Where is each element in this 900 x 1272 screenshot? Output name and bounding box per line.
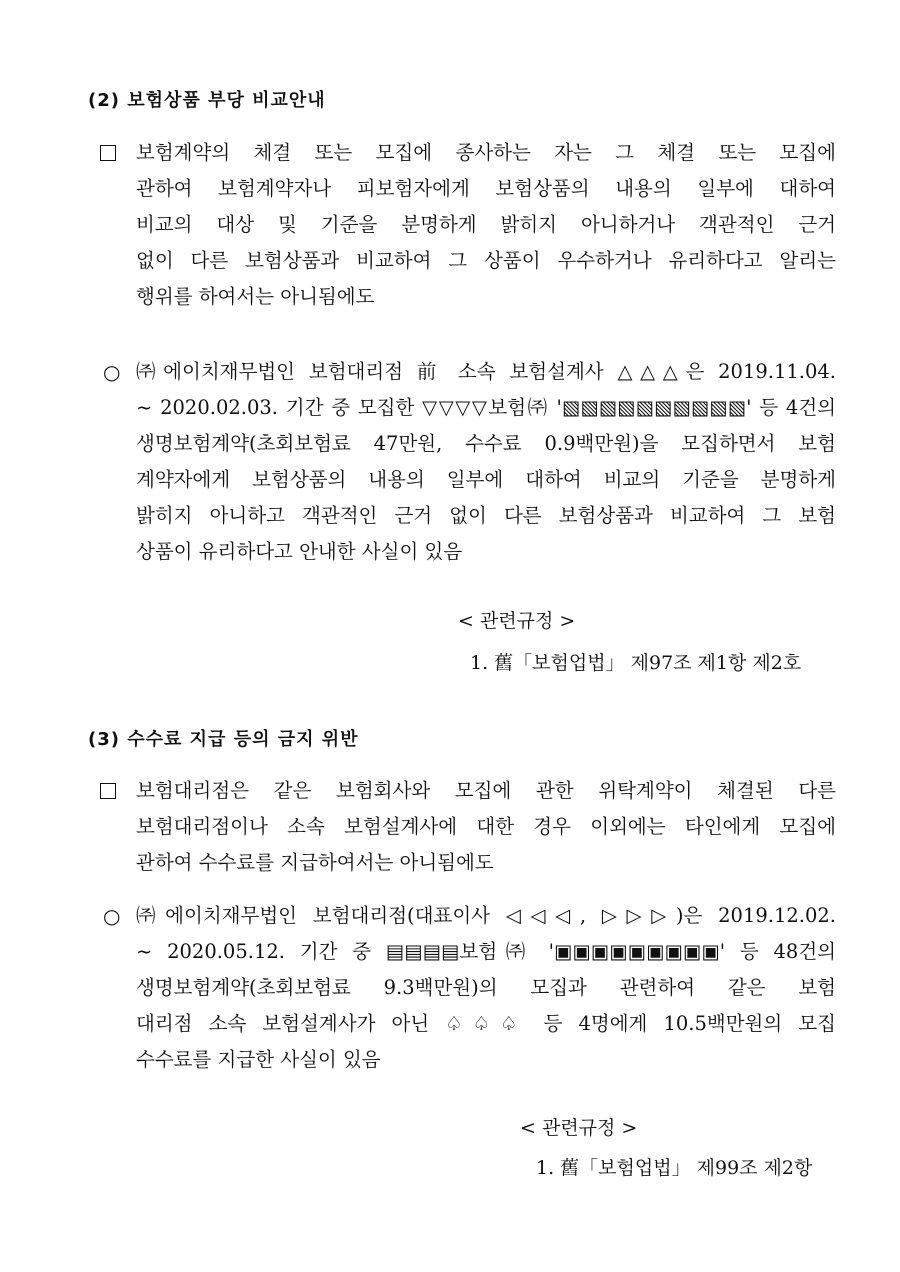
- section-3-rule-paragraph: [136, 773, 836, 881]
- text-line: 없이 다른 보험상품과 비교하여 그 상품이 우수하거나 유리하다고 알리는: [136, 249, 836, 272]
- text-line: 보험계약의 체결 또는 모집에 종사하는 자는 그 체결 또는 모집에: [136, 141, 836, 164]
- text-line: 비교의 대상 및 기준을 분명하게 밝히지 아니하거나 객관적인 근거: [136, 213, 836, 236]
- section-3-heading: (3) 수수료 지급 등의 금지 위반: [88, 729, 359, 750]
- text-line: 생명보험계약(초회보험료 47만원, 수수료 0.9백만원)을 모집하면서 보험: [136, 432, 836, 455]
- text-line: 수수료를 지급한 사실이 있음: [136, 1048, 381, 1071]
- related-regulation-item: 1. 舊「보험업법」 제99조 제2항: [536, 1157, 813, 1179]
- text-line: ㈜에이치재무법인 보험대리점 前 소속 보험설계사 △△△은 2019.11.04.: [136, 360, 836, 383]
- text-line: 보험대리점이나 소속 보험설계사에 대한 경우 이외에는 타인에게 모집에: [136, 815, 837, 838]
- text-line: 상품이 유리하다고 안내한 사실이 있음: [136, 540, 463, 563]
- related-regulation-title: < 관련규정 >: [458, 610, 576, 632]
- text-line: 관하여 보험계약자나 피보험자에게 보험상품의 내용의 일부에 대하여: [136, 177, 836, 200]
- section-3-fact-paragraph: [136, 898, 836, 1078]
- text-line: 대리점 소속 보험설계사가 아닌 ♤♤♤ 등 4명에게 10.5백만원의 모집: [136, 1012, 836, 1035]
- text-line: 계약자에게 보험상품의 내용의 일부에 대하여 비교의 기준을 분명하게: [136, 468, 836, 491]
- checkbox-square-icon: [100, 145, 116, 161]
- text-line: 보험대리점은 같은 보험회사와 모집에 관한 위탁계약이 체결된 다른: [136, 779, 836, 802]
- text-line: ㈜에이치재무법인 보험대리점(대표이사 ◁◁◁, ▷▷▷)은 2019.12.02.: [136, 904, 836, 927]
- circle-bullet-icon: ○: [103, 360, 121, 384]
- related-regulation-title: < 관련규정 >: [520, 1117, 638, 1139]
- related-regulation-item: 1. 舊「보험업법」 제97조 제1항 제2호: [470, 652, 802, 674]
- text-line: 생명보험계약(초회보험료 9.3백만원)의 모집과 관련하여 같은 보험: [136, 976, 836, 999]
- section-2-fact-paragraph: [136, 354, 836, 570]
- checkbox-square-icon: [100, 783, 116, 799]
- text-line: ~ 2020.02.03. 기간 중 모집한 ▽▽▽▽보험㈜ '▧▧▧▧▧▧▧▧▧▧' 등 4건의: [136, 396, 836, 419]
- text-line: 관하여 수수료를 지급하여서는 아니됨에도: [136, 851, 494, 874]
- section-2-rule-paragraph: [136, 135, 836, 315]
- text-line: 행위를 하여서는 아니됨에도: [136, 285, 375, 308]
- text-line: 밝히지 아니하고 객관적인 근거 없이 다른 보험상품과 비교하여 그 보험: [136, 504, 836, 527]
- section-2-heading: (2) 보험상품 부당 비교안내: [88, 90, 326, 111]
- circle-bullet-icon: ○: [103, 904, 121, 928]
- text-line: ~ 2020.05.12. 기간 중 ▤▤▤▤보험㈜ '▣▣▣▣▣▣▣▣▣' 등 48건의: [136, 940, 836, 963]
